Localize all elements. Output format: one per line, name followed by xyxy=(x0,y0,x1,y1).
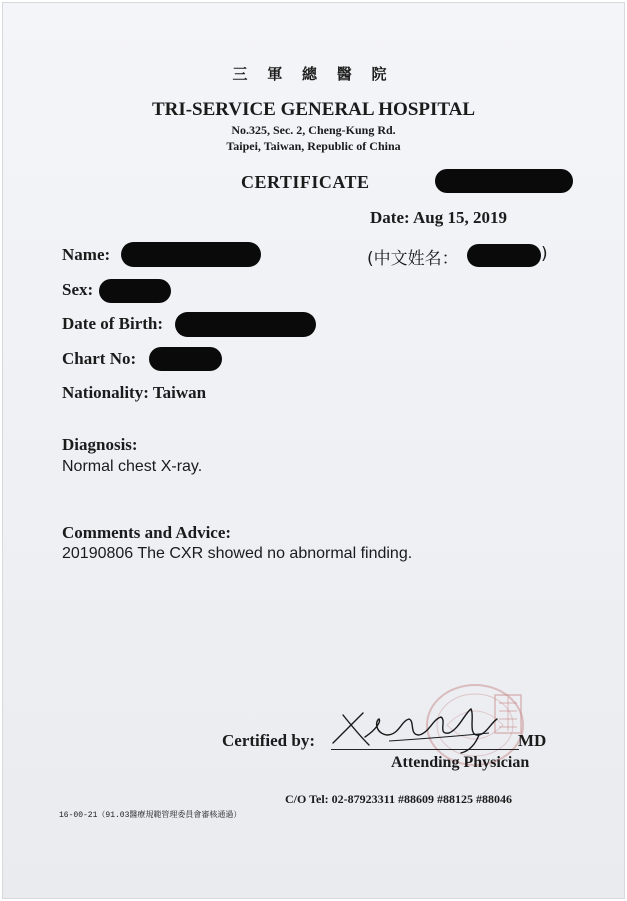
hospital-address-line1: No.325, Sec. 2, Cheng-Kung Rd. xyxy=(231,123,396,137)
chart-no-label: Chart No: xyxy=(62,349,137,368)
hospital-chinese-name: 三 軍 總 醫 院 xyxy=(232,67,395,83)
hospital-address-line2: Taipei, Taiwan, Republic of China xyxy=(226,139,401,153)
dob-label: Date of Birth: xyxy=(62,314,164,333)
chinese-name-close: ) xyxy=(541,244,548,264)
redacted-sex xyxy=(99,279,171,303)
redacted-chinese-name xyxy=(467,244,541,267)
certificate-date: Date: Aug 15, 2019 xyxy=(370,208,507,227)
redacted-date-of-birth xyxy=(175,312,316,337)
name-label: Name: xyxy=(62,245,111,264)
certificate-title: CERTIFICATE xyxy=(241,172,370,192)
certified-by-label: Certified by: xyxy=(222,731,316,750)
physician-signature xyxy=(329,699,517,757)
md-suffix: MD xyxy=(518,731,547,750)
nationality: Nationality: Taiwan xyxy=(62,383,207,402)
contact-telephone: C/O Tel: 02-87923311 #88609 #88125 #88046 xyxy=(285,792,513,806)
comments-label: Comments and Advice: xyxy=(62,523,232,542)
redacted-chart-number xyxy=(149,347,222,371)
form-code: 16-00-21（91.03醫療規範管理委員會審核通過） xyxy=(59,811,242,820)
attending-physician: Attending Physician xyxy=(391,754,530,771)
hospital-name: TRI-SERVICE GENERAL HOSPITAL xyxy=(151,99,476,120)
redacted-certificate-number xyxy=(435,169,573,193)
comments-text: 20190806 The CXR showed no abnormal finding. xyxy=(62,545,413,562)
sex-label: Sex: xyxy=(62,280,94,299)
chinese-name-open: (中文姓名： xyxy=(367,249,459,269)
redacted-name xyxy=(121,242,261,267)
certificate-paper xyxy=(2,2,625,899)
diagnosis-text: Normal chest X-ray. xyxy=(62,458,203,475)
diagnosis-label: Diagnosis: xyxy=(62,435,138,454)
